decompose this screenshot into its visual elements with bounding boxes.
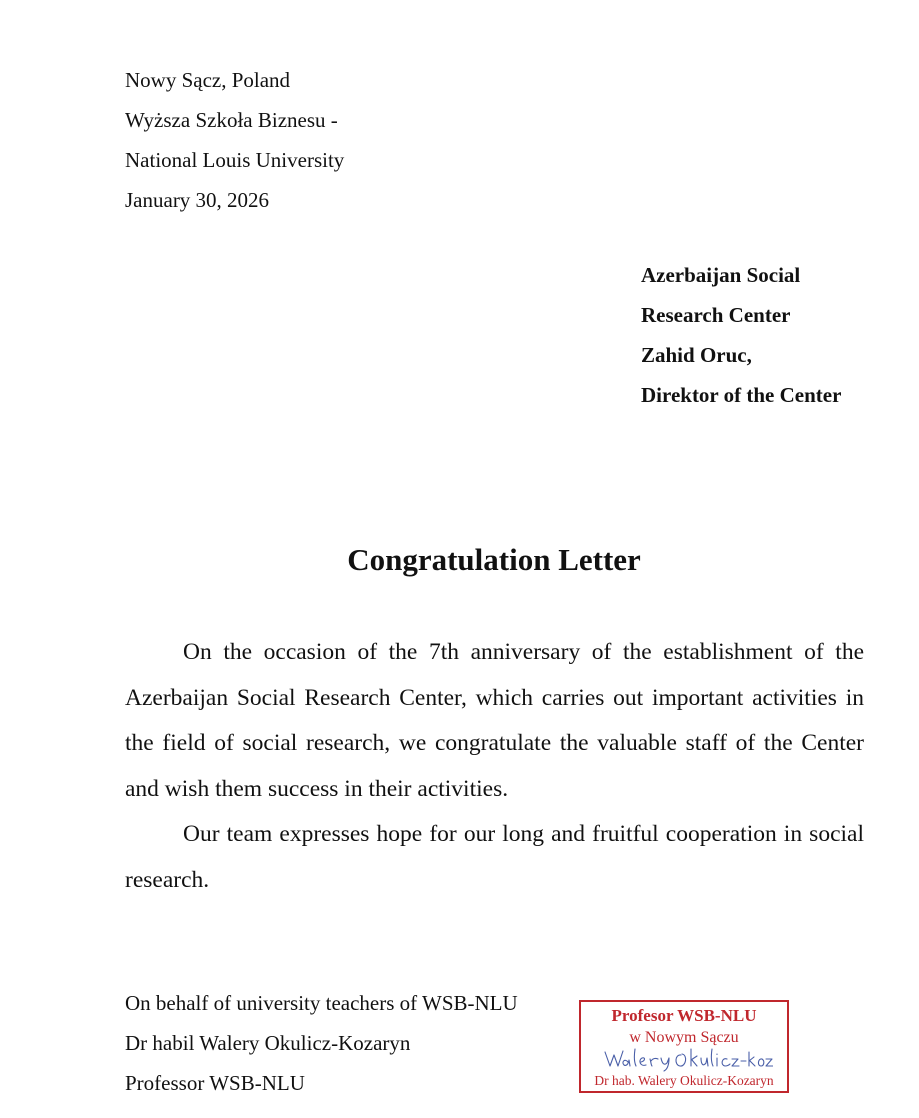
letter-title: Congratulation Letter [347, 542, 641, 577]
recipient-address [641, 255, 841, 415]
sender-institution-line1: Wyższa Szkoła Biznesu - [125, 108, 338, 132]
stamp-location: w Nowym Sączu [629, 1029, 739, 1046]
signatory-title: Professor WSB-NLU [125, 1071, 305, 1095]
body-paragraph: On the occasion of the 7th anniversary of the establishment of the Azerbaijan Social Research Center, which carries out important activities in the field of social research, we congratulate the valuable staff of the Center and wish them success in their activities. [125, 639, 864, 802]
recipient-position: Direktor of the Center [641, 383, 842, 407]
stamp-title: Profesor WSB-NLU [611, 1006, 757, 1025]
sender-city: Nowy Sącz, Poland [125, 68, 291, 92]
stamp-name: Dr hab. Walery Okulicz-Kozaryn [594, 1073, 774, 1088]
recipient-org-line2: Research Center [641, 303, 791, 327]
letter-signoff [125, 983, 518, 1103]
letter-body [125, 630, 864, 903]
official-stamp [579, 1000, 789, 1093]
sender-address [125, 60, 344, 220]
recipient-name: Zahid Oruc, [641, 343, 752, 367]
signoff-line: On behalf of university teachers of WSB-NLU [125, 991, 518, 1015]
handwritten-signature-icon [601, 1046, 773, 1072]
body-paragraph: Our team expresses hope for our long and fruitful cooperation in social research. [125, 821, 864, 893]
recipient-org-line1: Azerbaijan Social [641, 263, 801, 287]
sender-institution-line2: National Louis University [125, 148, 345, 172]
letter-date: January 30, 2026 [125, 188, 270, 212]
signatory-name: Dr habil Walery Okulicz-Kozaryn [125, 1031, 411, 1055]
